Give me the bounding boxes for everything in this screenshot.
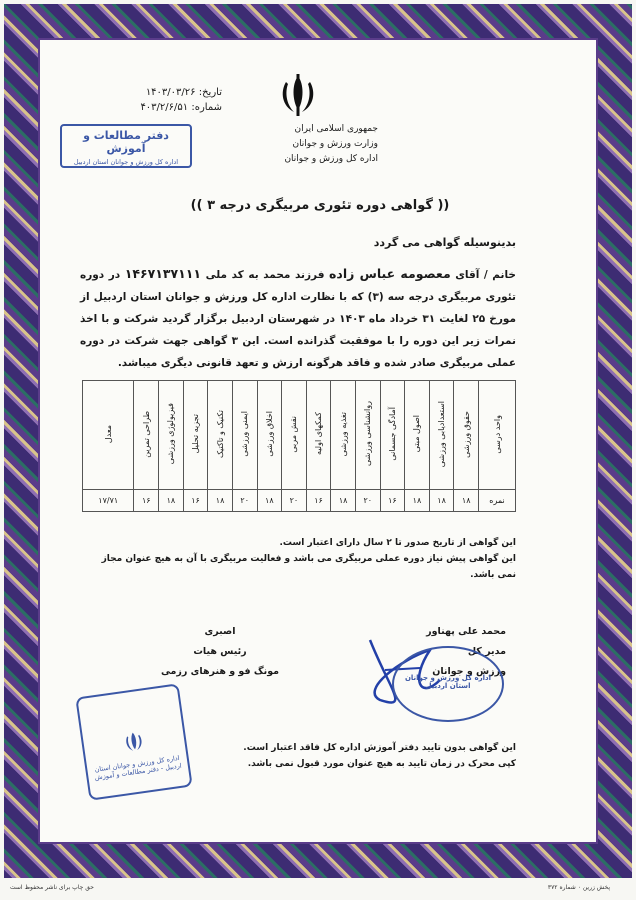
score-header-cell: نمره [479,490,516,512]
validity-note-1: این گواهی از تاریخ صدور تا ۲ سال دارای اعتبار است. [279,538,516,548]
subject-cell [454,381,479,490]
subject-cell [208,381,233,490]
number-value: ۴۰۳/۲/۶/۵۱ [140,102,189,113]
subject-label: روانشناسی ورزشی [363,401,373,467]
intro-line: بدینوسیله گواهی می گردد [373,236,516,249]
score-cell: ۱۶ [380,490,405,512]
score-cell: ۲۰ [355,490,380,512]
subject-cell [257,381,282,490]
national-id: ۱۴۶۷۱۳۷۱۱۱ [124,266,202,281]
date-block [112,85,222,115]
score-cell: ۱۸ [454,490,479,512]
body-part-b: فرزند محمد به کد ملی [205,269,325,281]
grades-table [82,380,516,512]
subject-header-label: واحد درسی [492,414,502,454]
score-cell: ۱۸ [331,490,356,512]
score-cell: ۱۸ [257,490,282,512]
office-stamp-line2: اداره کل ورزش و جوانان استان اردبیل [73,158,179,166]
score-cell: ۱۸ [429,490,454,512]
subject-cell [83,381,134,490]
date-label: تاریخ: [198,87,222,98]
org-line-1: جمهوری اسلامی ایران [294,124,378,134]
subject-label: نقش مربی [289,415,299,453]
org-block [228,122,378,167]
subject-label: فیزیولوژی ورزشی [166,403,176,465]
org-line-3: اداره کل ورزش و جوانان [284,154,378,164]
footer-note-2: کپی محرک در زمان تایید به هیچ عنوان مورد قبول نمی باشد. [247,759,516,769]
subject-cell [134,381,159,490]
subject-label: حقوق ورزشی [461,410,471,458]
validity-note-2: این گواهی پیش نیاز دوره عملی مربیگری می باشد و فعالیت مربیگری با آن به هیچ عنوان مجاز نمی باشد. [101,554,516,580]
subject-cell [429,381,454,490]
score-cell: ۱۷/۷۱ [83,490,134,512]
certificate-text [80,263,516,374]
subject-cell [331,381,356,490]
score-cell: ۱۶ [134,490,159,512]
round-office-stamp [392,646,504,722]
subject-cell [282,381,307,490]
footer-notes [190,740,516,772]
certificate-title: (( گواهی دوره تئوری مربیگری درجه ۳ )) [190,198,450,213]
subject-label: اصول مبتی [412,415,422,453]
score-cell: ۱۸ [208,490,233,512]
score-cell: ۲۰ [232,490,257,512]
subjects-row [83,381,516,490]
subject-label: اخلاق ورزشی [264,411,274,457]
subject-cell [306,381,331,490]
body-part-c: در دوره تئوری مربیگری درجه سه (۳) که با نظارت اداره کل ورزش و جوانان استان اردبیل از مورخ ۲۵ لغایت ۳۱ خرداد ماه ۱۴۰۳ در شهرستان اردبیل برگزار گردید شرکت و با اخذ نمرات زیر این دوره را با موفقیت گذرانده است. این ۳ گواهی جهت شرکت در دوره عملی مربیگری صادر شده و فاقد هرگونه ارزش و تعهد قانونی دیگری میباشد. [80,269,516,369]
right-signer-title2: ورزش و جوانان [432,666,506,677]
subject-label: تغذیه ورزشی [338,411,348,457]
footer-note-1: این گواهی بدون تایید دفتر آموزش اداره کل فاقد اعتبار است. [243,743,516,753]
emblem-stamp [75,683,192,800]
subject-header-cell [479,381,516,490]
org-line-2: وزارت ورزش و جوانان [292,139,378,149]
left-signer-title2: مونگ فو و هنرهای رزمی [160,666,280,677]
office-stamp [60,124,192,168]
subject-label: آمادگی جسمانی [387,407,397,461]
subject-cell [159,381,184,490]
subject-cell [183,381,208,490]
validity-notes [90,535,516,583]
body-part-a: خانم / آقای [455,269,516,281]
subject-label: تکنیک و تاکتیک [215,409,225,459]
left-signer [150,622,290,682]
subject-label: ایمنی ورزشی [240,411,250,457]
subject-label: استعدادیابی ورزشی [437,400,447,468]
left-signer-title1: رئیس هیات [193,646,247,657]
subject-cell [405,381,430,490]
right-signer-title1: مدیر کل [467,646,506,657]
number-label: شماره: [191,102,222,113]
score-cell: ۲۰ [282,490,307,512]
recipient-name: معصومه عباس زاده [329,266,451,281]
emblem-stamp-text: اداره کل ورزش و جوانان استان اردبیل - دفتر مطالعات و آموزش [94,753,183,782]
print-info-left: حق چاپ برای ناشر محفوظ است [10,884,94,891]
score-cell: ۱۸ [405,490,430,512]
subject-label: تجزیه تحلیل [190,414,200,454]
subject-label: طراحی تمرین [141,410,151,458]
subject-label: کمکهای اولیه [314,412,324,456]
score-cell: ۱۶ [306,490,331,512]
round-stamp-text: اداره کل ورزش و جوانان استان اردبیل [404,674,492,690]
subject-cell [232,381,257,490]
scores-row [83,490,516,512]
score-cell: ۱۶ [183,490,208,512]
office-stamp-line1: دفتر مطالعات و آموزش [83,129,169,155]
print-info-right: پخش زرین ۰ شماره ۳۷۲ [547,884,610,891]
date-value: ۱۴۰۳/۰۳/۲۶ [145,87,196,98]
left-signer-name: اصبری [204,626,236,637]
stamp-emblem-icon [121,727,147,758]
subject-cell [380,381,405,490]
right-signer-name: محمد علی پهناور [426,626,506,637]
subject-cell [355,381,380,490]
score-cell: ۱۸ [159,490,184,512]
subject-label: معدل [103,424,113,444]
iran-emblem-icon [276,72,320,118]
